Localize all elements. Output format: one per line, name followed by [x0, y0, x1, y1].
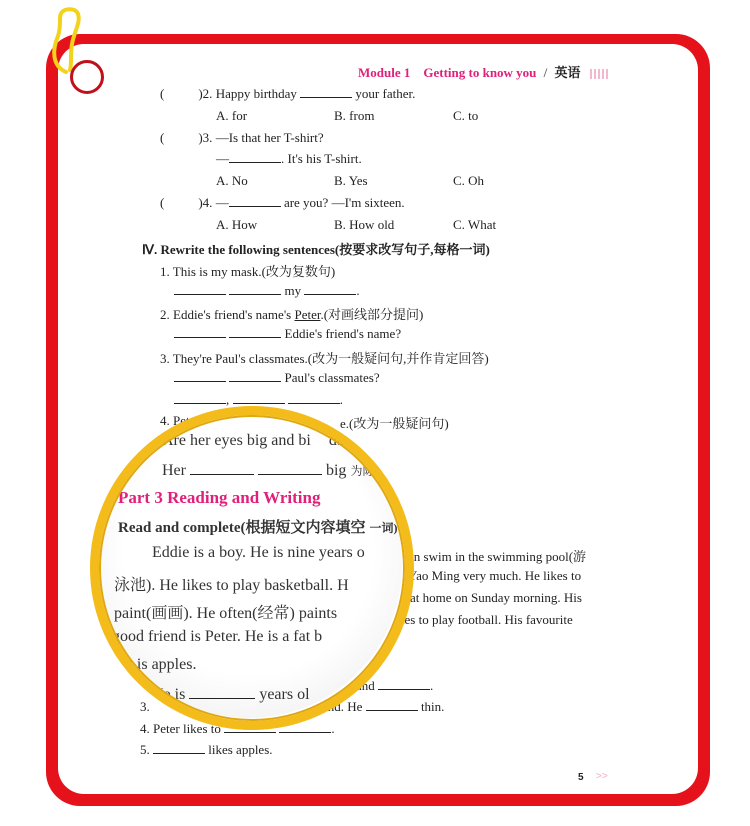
rewrite-1-blank-3[interactable]	[304, 283, 356, 295]
answer-3-num: 3.	[140, 699, 150, 714]
rewrite-4-partial: 4. Pet	[160, 413, 190, 428]
lens-answer-2: He is years ol	[152, 686, 310, 703]
part-3-heading: Part 3 Reading and Writing	[118, 488, 321, 507]
answer-5: 5. likes apples.	[140, 742, 273, 757]
rewrite-2-blank-1[interactable]	[174, 326, 226, 338]
answer-5-blank[interactable]	[153, 742, 205, 754]
q3-opt-b: B. Yes	[334, 173, 368, 188]
reading-line-1: an swim in the swimming pool(游	[408, 549, 587, 564]
subject-label: 英语	[554, 65, 581, 80]
rewrite-2-blank-2[interactable]	[229, 326, 281, 338]
lens-line-2: Her big 为陈述句	[162, 462, 399, 479]
magnifier-lens	[96, 412, 402, 718]
rewrite-3-answer: Paul's classmates?	[174, 370, 380, 386]
reading-line-2: Yao Ming very much. He likes to	[408, 568, 582, 583]
rewrite-3-blank-4[interactable]	[233, 392, 285, 404]
rewrite-3-blank-2[interactable]	[229, 370, 281, 382]
q2-opt-c: C. to	[453, 108, 479, 123]
lens-para-2: 泳池). He likes to play basketball. H	[114, 577, 349, 594]
rewrite-2-answer: Eddie's friend's name?	[174, 326, 401, 342]
section-4-title: Ⅳ. Rewrite the following sentences(按要求改写句子,每格一词)	[142, 242, 490, 257]
q2-blank[interactable]	[300, 86, 352, 98]
rewrite-3-blank-5[interactable]	[288, 392, 340, 404]
q2-line: ( )2. Happy birthday your father.	[160, 86, 416, 101]
page-number: 5	[578, 772, 584, 783]
page-header: Module 1 Getting to know you / 英语	[358, 62, 610, 81]
answer-4-blank-1[interactable]	[224, 721, 276, 733]
q2-opt-b: B. from	[334, 108, 375, 123]
answer-2-blank-2[interactable]	[378, 678, 430, 690]
rewrite-3-reply: , .	[174, 392, 343, 408]
q3-opt-c: C. Oh	[453, 173, 485, 188]
rewrite-3: 3. They're Paul's classmates.(改为一般疑问句,并作肯定回答)	[160, 351, 489, 366]
answer-4: 4. Peter likes to .	[140, 721, 335, 736]
rewrite-1: 1. This is my mask.(改为复数句)	[160, 264, 336, 279]
header-decoration	[590, 69, 610, 79]
answer-2-tail: and .	[356, 678, 434, 693]
page-arrows-icon: >>	[596, 771, 608, 782]
q3-line1: ( )3. —Is that her T-shirt?	[160, 130, 324, 145]
rewrite-2: 2. Eddie's friend's name's Peter.(对画线部分提问)	[160, 307, 424, 322]
rewrite-1-blank-1[interactable]	[174, 283, 226, 295]
q4-blank[interactable]	[229, 195, 281, 207]
q4-opt-a: A. How	[216, 217, 258, 232]
read-and-complete-heading: Read and complete(根据短文内容填空 一词)	[118, 520, 398, 536]
q3-line2: — . It's his T-shirt.	[216, 151, 362, 166]
rewrite-1-blank-2[interactable]	[229, 283, 281, 295]
lens-para-3: paint(画画). He often(经常) paints	[114, 605, 338, 622]
lens-para-4: good friend is Peter. He is a fat b	[112, 628, 323, 645]
q3-opt-a: A. No	[216, 173, 248, 188]
rewrite-4-tail: e.(改为一般疑问句)	[340, 416, 449, 431]
rewrite-1-answer: my .	[174, 283, 360, 299]
module-label: Module 1	[358, 65, 411, 80]
answer-3-tail: end. He thin.	[322, 699, 445, 714]
answer-3-blank-2[interactable]	[366, 699, 418, 711]
rewrite-3-blank-3[interactable]	[174, 392, 226, 404]
lens-para-5: it is apples.	[124, 656, 197, 673]
q2-opt-a: A. for	[216, 108, 248, 123]
lens-line-3: k.	[382, 478, 392, 493]
answer-4-blank-2[interactable]	[279, 721, 331, 733]
lens-para-1: Eddie is a boy. He is nine years o	[152, 544, 365, 561]
q4-opt-c: C. What	[453, 217, 497, 232]
reading-line-3: at home on Sunday morning. His	[410, 590, 582, 605]
reading-line-4: kes to play football. His favourite	[398, 612, 573, 627]
rewrite-3-blank-1[interactable]	[174, 370, 226, 382]
q3-blank[interactable]	[229, 151, 281, 163]
underlined-peter: Peter	[294, 307, 321, 322]
q4-line: ( )4. — are you? —I'm sixteen.	[160, 195, 405, 210]
q4-opt-b: B. How old	[334, 217, 395, 232]
binder-hole	[70, 60, 104, 94]
lens-line-1: Are her eyes big and bi dance?	[162, 432, 374, 449]
module-title: Getting to know you	[423, 65, 537, 80]
